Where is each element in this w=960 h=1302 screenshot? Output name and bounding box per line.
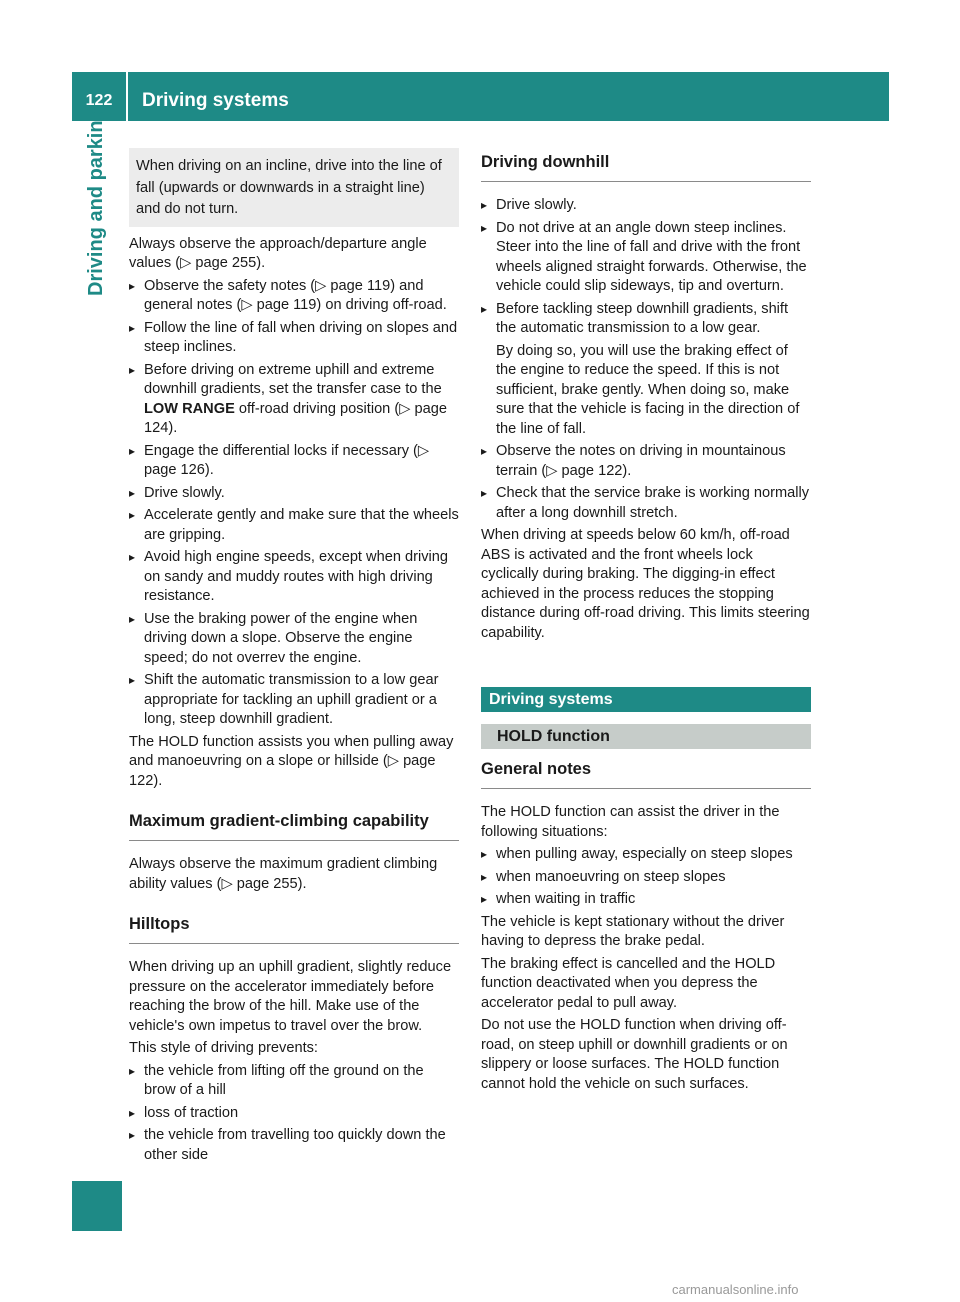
general-notes-para: The HOLD function can assist the driver in the following situations:	[481, 804, 780, 840]
low-range-label: LOW RANGE	[144, 400, 235, 417]
list-item: ▸ Accelerate gently and make sure that the wheels are gripping.	[129, 506, 459, 545]
hilltops-heading: Hilltops	[129, 914, 459, 944]
transfer-text-before: Before driving on extreme uphill and extreme downhill gradients, set the transfer case to the	[144, 361, 442, 397]
chapter-marker	[72, 1181, 122, 1231]
list-item: ▸ Check that the service brake is working normally after a long downhill stretch.	[481, 484, 811, 523]
hold-assist-para: The HOLD function assists you when pulling away and manoeuvring on a slope or hillside (▷ page 122).	[129, 733, 454, 789]
max-gradient-heading: Maximum gradient-climbing capability	[129, 811, 459, 841]
list-item	[481, 300, 811, 440]
angle-values-para: Always observe the approach/departure angle values (▷ page 255).	[129, 235, 427, 271]
list-item: ▸ Observe the safety notes (▷ page 119) and general notes (▷ page 119) on driving off-road.	[129, 277, 459, 316]
page-header	[72, 72, 889, 121]
right-column	[481, 148, 811, 1097]
stationary-para: The vehicle is kept stationary without the driver having to depress the brake pedal.	[481, 913, 785, 949]
driving-systems-band: Driving systems	[481, 687, 811, 712]
braking-effect-text: By doing so, you will use the braking effect of the engine to reduce the speed. If this is not sufficient, brake gently. When doing so, make sure that the vehicle is facing in the direction of the line of fall.	[496, 342, 800, 437]
general-notes-heading: General notes	[481, 759, 811, 789]
prevents-para: This style of driving prevents:	[129, 1040, 318, 1056]
offroad-bullets	[129, 277, 459, 730]
list-item: ▸ the vehicle from travelling too quickly down the other side	[129, 1126, 459, 1165]
list-item: ▸ Drive slowly.	[129, 484, 459, 504]
do-not-use-para: Do not use the HOLD function when driving off-road, on steep uphill or downhill gradients or on slippery or loose surfaces. The HOLD function cannot hold the vehicle on such surfaces.	[481, 1017, 788, 1092]
max-gradient-para: Always observe the maximum gradient climbing ability values (▷ page 255).	[129, 856, 438, 892]
incline-note: When driving on an incline, drive into the line of fall (upwards or downwards in a straight line) and do not turn.	[129, 148, 459, 227]
hilltops-para: When driving up an uphill gradient, slightly reduce pressure on the accelerator immediately before reaching the brow of the hill. Make use of the vehicle's own impetus to travel over the brow.	[129, 959, 452, 1034]
driving-downhill-heading: Driving downhill	[481, 152, 811, 182]
left-column	[129, 148, 459, 1168]
list-item	[129, 361, 459, 439]
list-item: ▸ Do not drive at an angle down steep inclines. Steer into the line of fall and drive with the front wheels aligned straight forwards. Otherwise, the vehicle could slip sideways, tip and overturn.	[481, 219, 811, 297]
offroad-abs-para: When driving at speeds below 60 km/h, off-road ABS is activated and the front wheels lock cyclically during braking. The digging-in effect achieved in the process reduces the stopping distance during off-road driving. This limits steering capability.	[481, 527, 810, 641]
page-title: Driving systems	[142, 90, 289, 111]
list-item: ▸ Use the braking power of the engine when driving down a slope. Observe the engine speed; do not overrev the engine.	[129, 610, 459, 669]
list-item: ▸ Shift the automatic transmission to a low gear appropriate for tackling an uphill gradient or a long, steep downhill gradient.	[129, 671, 459, 730]
watermark: carmanualsonline.info	[672, 1282, 799, 1297]
list-item: ▸ the vehicle from lifting off the ground on the brow of a hill	[129, 1062, 459, 1101]
page-number: 122	[85, 92, 113, 109]
hold-situations-bullets	[481, 845, 811, 910]
list-item: ▸ Drive slowly.	[481, 196, 811, 216]
list-item: ▸ Engage the differential locks if necessary (▷ page 126).	[129, 442, 459, 481]
cancel-para: The braking effect is cancelled and the HOLD function deactivated when you depress the accelerator pedal to pull away.	[481, 955, 776, 1011]
list-item: ▸ Avoid high engine speeds, except when driving on sandy and muddy routes with high driving resistance.	[129, 548, 459, 607]
chapter-tab-label: Driving and parking	[85, 108, 107, 296]
list-item: ▸ Observe the notes on driving in mountainous terrain (▷ page 122).	[481, 442, 811, 481]
prevents-bullets	[129, 1062, 459, 1166]
downhill-bullets	[481, 196, 811, 523]
hold-function-band: HOLD function	[481, 724, 811, 749]
list-item: ▸ when pulling away, especially on steep slopes	[481, 845, 811, 865]
list-item: ▸ when waiting in traffic	[481, 890, 811, 910]
list-item: ▸ when manoeuvring on steep slopes	[481, 868, 811, 888]
low-gear-text: ▸ Before tackling steep downhill gradients, shift the automatic transmission to a low gear.	[496, 300, 789, 336]
list-item: ▸ loss of traction	[129, 1104, 459, 1124]
list-item: ▸ Follow the line of fall when driving on slopes and steep inclines.	[129, 319, 459, 358]
transfer-text-after: off-road driving position (▷ page 124).	[144, 400, 447, 436]
